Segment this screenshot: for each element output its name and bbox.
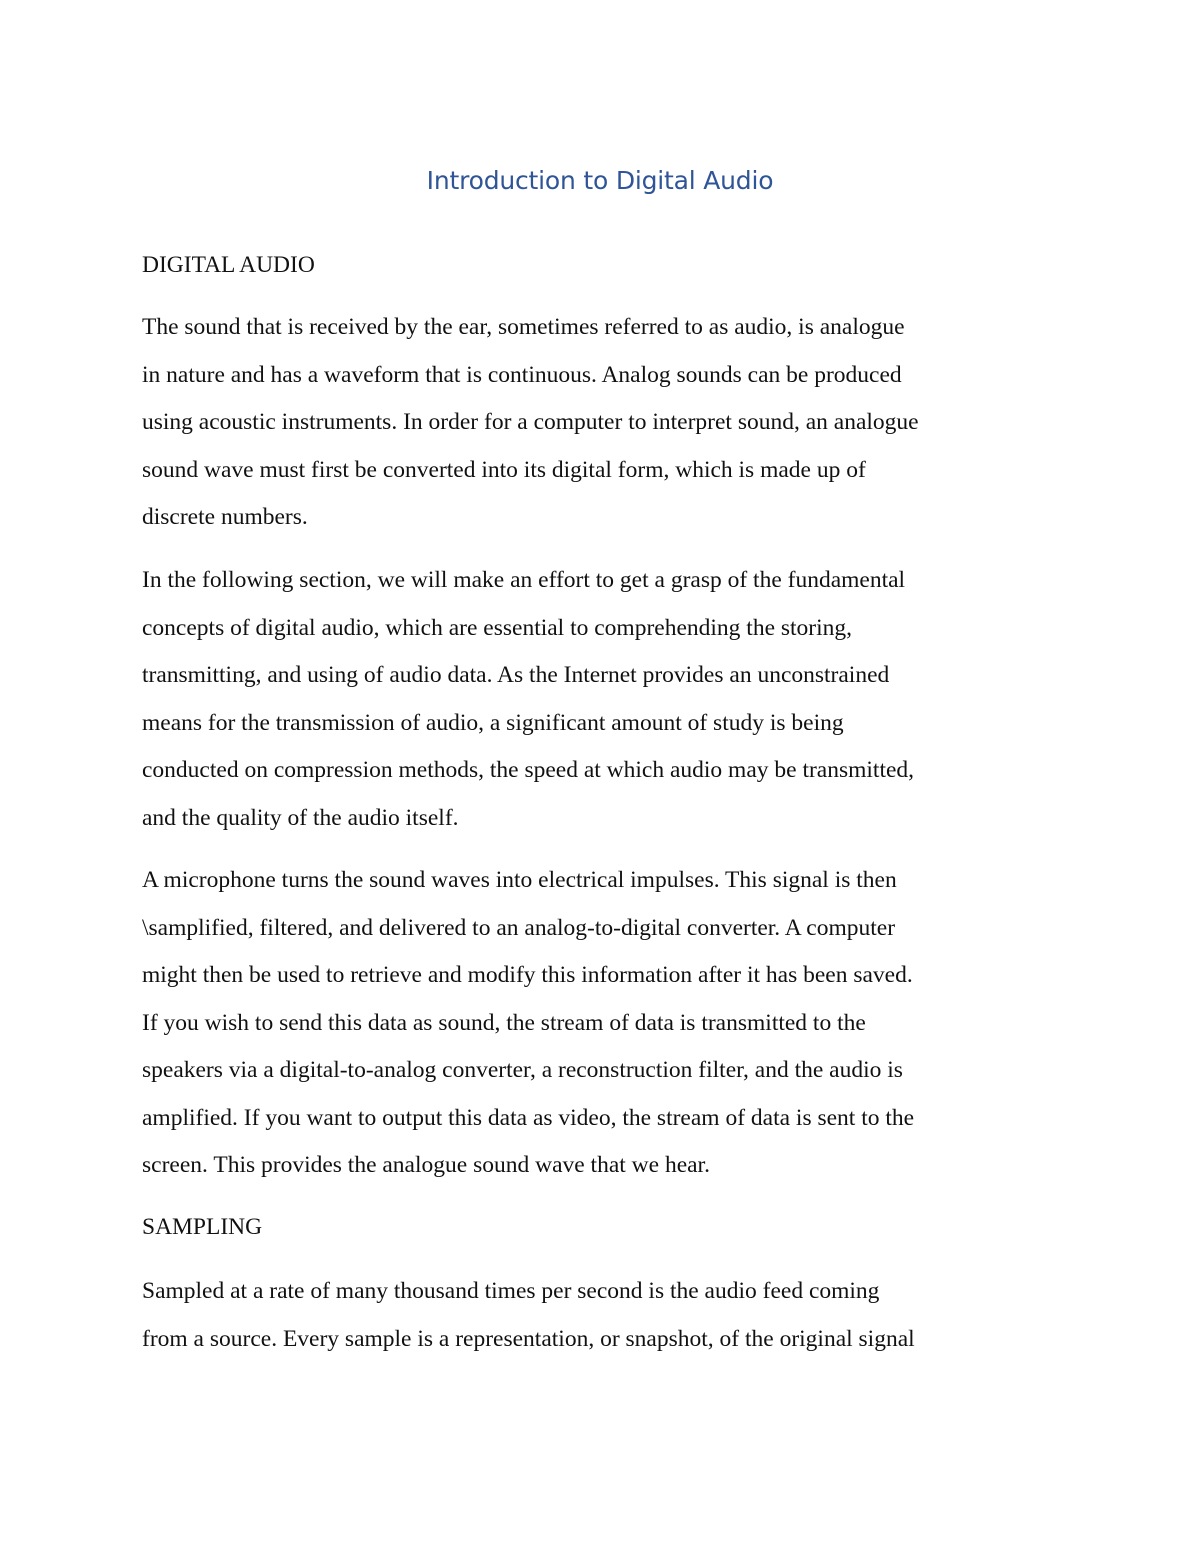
paragraph-line: might then be used to retrieve and modify this information after it has been saved. [142, 962, 913, 988]
document-title: Introduction to Digital Audio [426, 166, 774, 195]
paragraph-line: screen. This provides the analogue sound wave that we hear. [142, 1152, 710, 1178]
paragraph-line: The sound that is received by the ear, sometimes referred to as audio, is analogue [142, 314, 905, 340]
section-heading-sampling: SAMPLING [142, 1214, 263, 1240]
paragraph-4 [142, 1268, 1062, 1363]
paragraph-line: using acoustic instruments. In order for a computer to interpret sound, an analogue [142, 409, 919, 435]
paragraph-line: \samplified, filtered, and delivered to an analog-to-digital converter. A computer [142, 914, 896, 941]
paragraph-line: sound wave must first be converted into its digital form, which is made up of [142, 456, 866, 483]
paragraph-line: conducted on compression methods, the speed at which audio may be transmitted, [142, 757, 915, 783]
paragraph-line: from a source. Every sample is a representation, or snapshot, of the original signal [142, 1325, 915, 1352]
paragraph-3 [142, 857, 1062, 1190]
paragraph-line: and the quality of the audio itself. [142, 804, 459, 831]
paragraph-line: amplified. If you want to output this data as video, the stream of data is sent to the [142, 1104, 915, 1131]
paragraph-line: means for the transmission of audio, a significant amount of study is being [142, 709, 844, 736]
paragraph-line: Sampled at a rate of many thousand times per second is the audio feed coming [142, 1278, 880, 1304]
paragraph-line: discrete numbers. [142, 504, 308, 530]
paragraph-line: concepts of digital audio, which are essential to comprehending the storing, [142, 614, 853, 641]
paragraph-2 [142, 557, 1062, 842]
section-heading-digital-audio: DIGITAL AUDIO [142, 252, 315, 278]
paragraph-line: transmitting, and using of audio data. As the Internet provides an unconstrained [142, 662, 890, 688]
paragraph-line: If you wish to send this data as sound, the stream of data is transmitted to the [142, 1009, 866, 1036]
paragraph-line: In the following section, we will make an effort to get a grasp of the fundamental [142, 567, 906, 593]
paragraph-line: A microphone turns the sound waves into electrical impulses. This signal is then [142, 867, 897, 893]
paragraph-1 [142, 304, 1062, 542]
paragraph-line: speakers via a digital-to-analog converter, a reconstruction filter, and the audio is [142, 1057, 903, 1083]
paragraph-line: in nature and has a waveform that is continuous. Analog sounds can be produced [142, 361, 902, 388]
